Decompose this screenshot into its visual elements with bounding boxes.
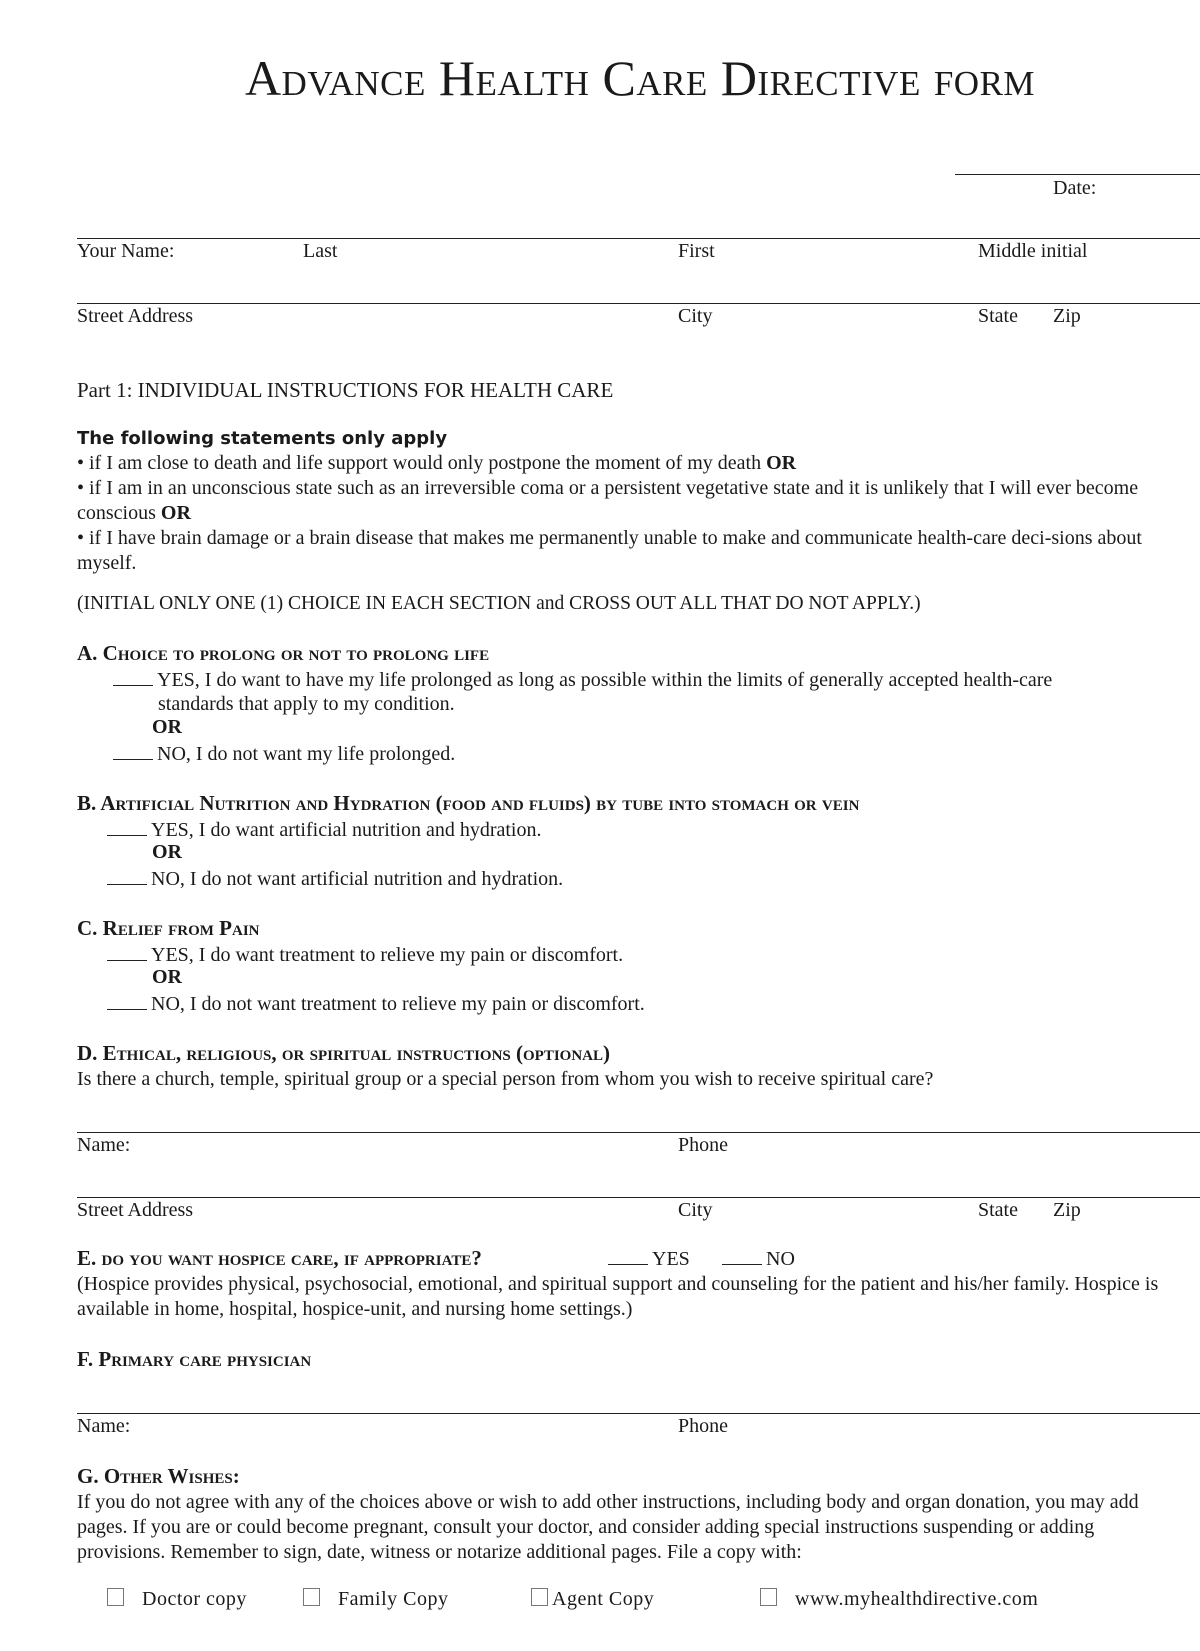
date-label: Date:: [1053, 177, 1097, 199]
spiritual-street-label: Street Address: [77, 1199, 194, 1221]
section-d-heading: D. Ethical, religious, or spiritual instructions (optional): [77, 1041, 611, 1065]
copy-option-doctor[interactable]: Doctor copy: [107, 1588, 247, 1611]
section-a-yes-cont: standards that apply to my condition.: [158, 693, 455, 715]
part1-conditions: [77, 451, 1197, 576]
checkbox-icon[interactable]: [760, 1588, 777, 1606]
date-line[interactable]: [955, 174, 1200, 175]
initial-blank[interactable]: [107, 991, 147, 1010]
city-label: City: [678, 305, 713, 327]
initial-blank[interactable]: [608, 1246, 648, 1265]
section-b-or: OR: [152, 841, 182, 863]
or-word: OR: [160, 502, 191, 524]
initial-blank[interactable]: [722, 1246, 762, 1265]
spiritual-phone-label: Phone: [678, 1134, 728, 1156]
spiritual-state-label: State: [978, 1199, 1018, 1221]
section-b-heading: B. Artificial Nutrition and Hydration (food and fluids) by tube into stomach or vein: [77, 791, 860, 815]
other-wishes-text: If you do not agree with any of the choices above or wish to add other instructions, including body and organ donation, you may add pages. If you are or could become pregnant, consult your doctor, and consider adding special instructions suspending or adding provisions. Remember to sign, date, witness or notarize additional pages. File a copy with:: [77, 1491, 1139, 1563]
section-c-yes: YES, I do want treatment to relieve my pain or discomfort.: [107, 942, 623, 968]
section-c-or: OR: [152, 966, 182, 988]
form-title: Advance Health Care Directive form: [244, 50, 1036, 106]
copy-option-family[interactable]: Family Copy: [303, 1588, 449, 1611]
first-name-label: First: [678, 240, 715, 262]
checkbox-icon[interactable]: [303, 1588, 320, 1606]
physician-phone-label: Phone: [678, 1415, 728, 1437]
your-name-label: Your Name:: [77, 240, 175, 262]
condition-1: • if I am close to death and life support would only postpone the moment of my death OR: [77, 452, 797, 474]
initial-blank[interactable]: [107, 817, 147, 836]
initial-blank[interactable]: [113, 741, 153, 760]
copy-option-agent[interactable]: Agent Copy: [531, 1588, 654, 1611]
section-a-no: NO, I do not want my life prolonged.: [113, 741, 455, 767]
street-address-label: Street Address: [77, 305, 194, 327]
or-word: OR: [766, 452, 797, 474]
section-b-yes: YES, I do want artificial nutrition and hydration.: [107, 817, 541, 843]
hospice-no: NO: [722, 1246, 795, 1272]
zip-label: Zip: [1053, 305, 1081, 327]
part1-instruction: (INITIAL ONLY ONE (1) CHOICE IN EACH SECTION and CROSS OUT ALL THAT DO NOT APPLY.): [77, 593, 921, 614]
section-b-no: NO, I do not want artificial nutrition and hydration.: [107, 866, 563, 892]
section-c-no: NO, I do not want treatment to relieve my pain or discomfort.: [107, 991, 645, 1017]
section-a-yes: YES, I do want to have my life prolonged as long as possible within the limits of generally accepted health-care: [113, 667, 1052, 693]
physician-name-label: Name:: [77, 1415, 131, 1437]
condition-2: • if I am in an unconscious state such as an irreversible coma or a persistent vegetative state and it is unlikely that I will ever become conscious OR: [77, 477, 1139, 524]
section-a-heading: A. Choice to prolong or not to prolong life: [77, 641, 490, 665]
section-a-or: OR: [152, 716, 182, 738]
hospice-yes: YES: [608, 1246, 690, 1272]
initial-blank[interactable]: [113, 667, 153, 686]
spiritual-name-label: Name:: [77, 1134, 131, 1156]
spiritual-name-line[interactable]: [77, 1132, 1200, 1133]
spiritual-city-label: City: [678, 1199, 713, 1221]
initial-blank[interactable]: [107, 942, 147, 961]
section-c-heading: C. Relief from Pain: [77, 916, 260, 940]
spiritual-address-line[interactable]: [77, 1197, 1200, 1198]
condition-3: • if I have brain damage or a brain disease that makes me permanently unable to make and communicate health-care deci-sions about myself.: [77, 527, 1142, 574]
physician-name-line[interactable]: [77, 1413, 1200, 1414]
section-e-heading: E. do you want hospice care, if appropriate?: [77, 1246, 482, 1270]
checkbox-icon[interactable]: [531, 1588, 548, 1606]
middle-initial-label: Middle initial: [978, 240, 1088, 262]
part1-heading: Part 1: INDIVIDUAL INSTRUCTIONS FOR HEALTH CARE: [77, 378, 614, 402]
last-name-label: Last: [303, 240, 338, 262]
section-g-heading: G. Other Wishes:: [77, 1464, 240, 1488]
section-f-heading: F. Primary care physician: [77, 1347, 312, 1371]
address-line[interactable]: [77, 303, 1200, 304]
section-d-question: Is there a church, temple, spiritual group or a special person from whom you wish to receive spiritual care?: [77, 1068, 934, 1090]
initial-blank[interactable]: [107, 866, 147, 885]
checkbox-icon[interactable]: [107, 1588, 124, 1606]
hospice-description: (Hospice provides physical, psychosocial, emotional, and spiritual support and counseling for the patient and his/her family. Hospice is available in home, hospital, hospice-unit, and nursing home settings.): [77, 1273, 1159, 1320]
copy-option-website[interactable]: www.myhealthdirective.com: [760, 1588, 1038, 1611]
state-label: State: [978, 305, 1018, 327]
spiritual-zip-label: Zip: [1053, 1199, 1081, 1221]
part1-intro: The following statements only apply: [77, 428, 448, 449]
